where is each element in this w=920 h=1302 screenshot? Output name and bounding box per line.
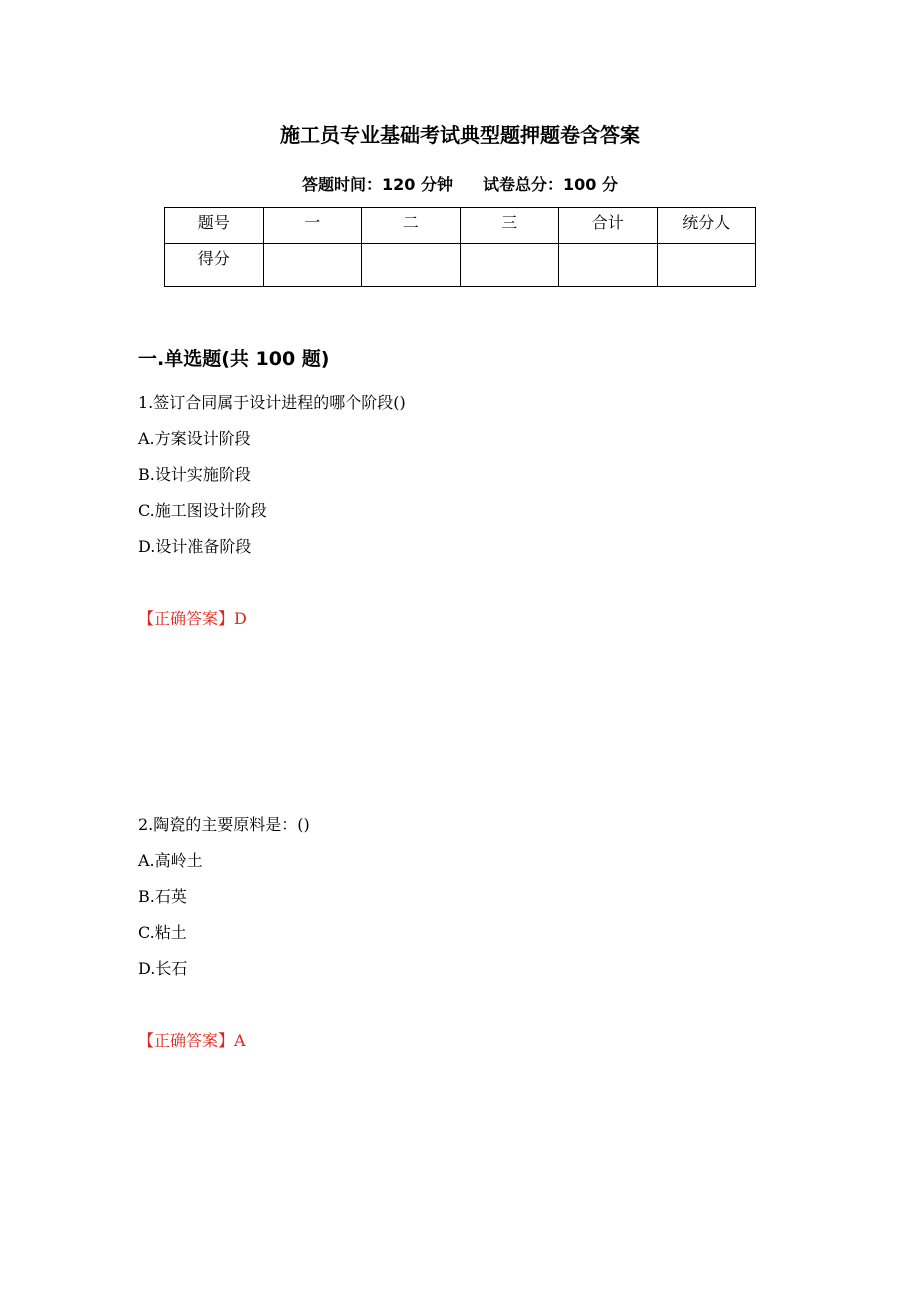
- score-cell: [657, 244, 756, 287]
- score-table-header-cell: 三: [460, 208, 559, 244]
- question-2-option-c: C.粘土: [138, 923, 187, 942]
- document-title: 施工员专业基础考试典型题押题卷含答案: [280, 123, 640, 147]
- score-cell: [559, 244, 658, 287]
- answer-label: 【正确答案】: [138, 1031, 235, 1050]
- answer-value: D: [234, 609, 247, 628]
- question-2-option-a: A.高岭土: [138, 851, 203, 870]
- exam-meta: [0, 173, 920, 197]
- question-2-stem: 2.陶瓷的主要原料是：(): [138, 815, 310, 834]
- exam-total-score: 试卷总分：100 分: [483, 175, 618, 194]
- score-table-score-row: [165, 244, 756, 287]
- question-2-option-b: B.石英: [138, 887, 187, 906]
- section-title: 一.单选题(共 100 题): [138, 348, 330, 370]
- score-cell: [460, 244, 559, 287]
- question-1-option-d: D.设计准备阶段: [138, 537, 252, 556]
- question-2-answer: [138, 1030, 246, 1052]
- score-row-label: 得分: [165, 244, 264, 287]
- question-1-option-b: B.设计实施阶段: [138, 465, 251, 484]
- score-table-header-row: [165, 208, 756, 244]
- answer-label: 【正确答案】: [138, 609, 235, 628]
- question-1-answer: [138, 608, 247, 630]
- question-1-option-c: C.施工图设计阶段: [138, 501, 267, 520]
- score-table-header-cell: 一: [263, 208, 362, 244]
- score-table-header-cell: 题号: [165, 208, 264, 244]
- answer-value: A: [234, 1031, 246, 1050]
- question-1-stem: 1.签订合同属于设计进程的哪个阶段(): [138, 393, 406, 412]
- question-2-option-d: D.长石: [138, 959, 188, 978]
- score-cell: [263, 244, 362, 287]
- question-1-option-a: A.方案设计阶段: [138, 429, 251, 448]
- score-table: [164, 207, 756, 287]
- score-cell: [362, 244, 461, 287]
- score-table-header-cell: 合计: [559, 208, 658, 244]
- score-table-header-cell: 统分人: [657, 208, 756, 244]
- score-table-header-cell: 二: [362, 208, 461, 244]
- exam-time: 答题时间：120 分钟: [302, 175, 453, 194]
